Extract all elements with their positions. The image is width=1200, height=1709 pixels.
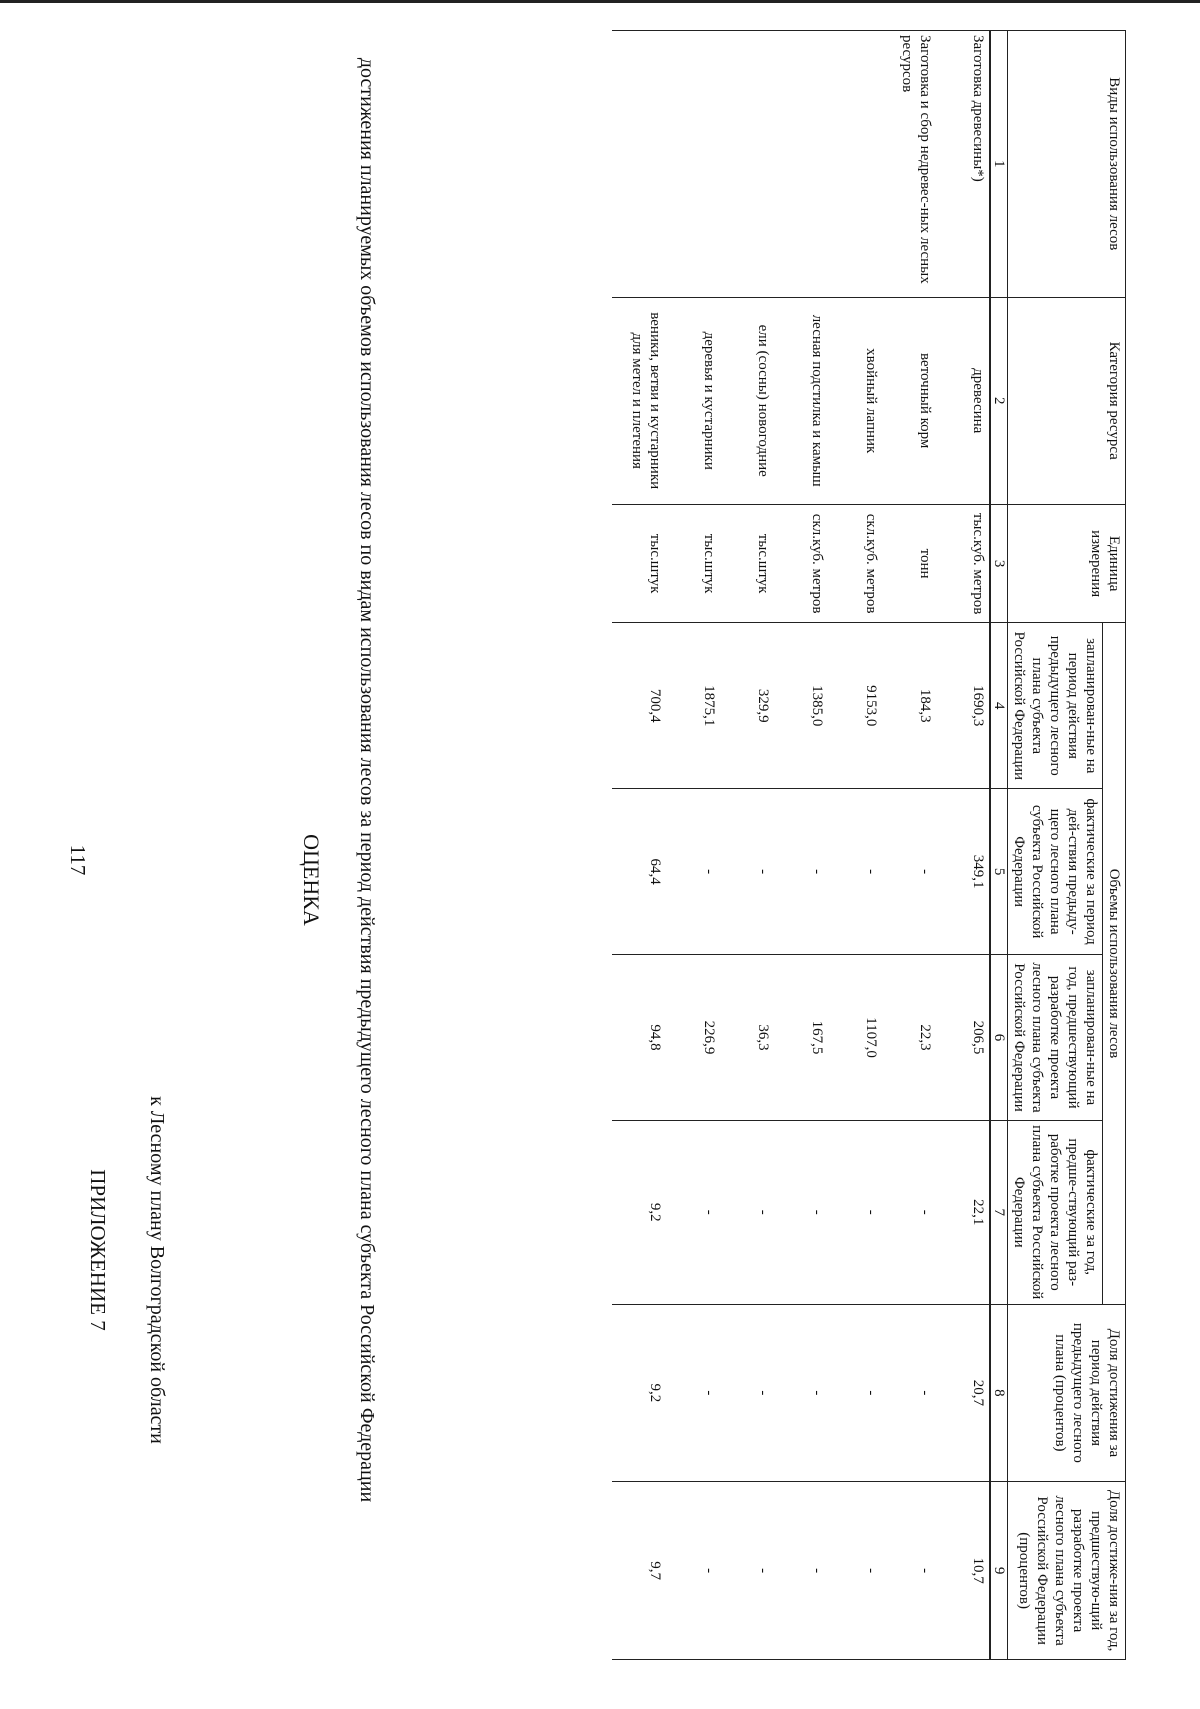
cell-resource: веники, ветви и кустарники для метел и плетения (612, 297, 666, 504)
cell-unit: скл.куб. метров (774, 504, 828, 622)
cell-value: 226,9 (666, 955, 720, 1121)
column-number: 7 (990, 1120, 1008, 1304)
cell-use: Заготовка и сбор недревес-ных лесных ресурсов (882, 31, 936, 298)
header-actual-period: фактические за период дей-ствия предыду-щего лесного плана субъекта Российской Федерации (1008, 789, 1103, 955)
column-number: 6 (990, 955, 1008, 1121)
cell-use (774, 31, 828, 298)
cell-value: - (774, 789, 828, 955)
header-volumes-group: Объемы использования лесов (1103, 623, 1126, 1304)
page-number: 117 (66, 844, 90, 876)
table-row (720, 31, 774, 1660)
header-actual-year: фактические за год, предше-ствующий раз-работке проекта лесного плана субъекта Российской Федерации (1008, 1120, 1103, 1304)
cell-value: - (720, 1482, 774, 1660)
cell-value: - (720, 1120, 774, 1304)
cell-value: - (666, 1120, 720, 1304)
column-number: 9 (990, 1482, 1008, 1660)
cell-resource: лесная подстилка и камыш (774, 297, 828, 504)
cell-unit: скл.куб. метров (828, 504, 882, 622)
cell-value: 22,3 (882, 955, 936, 1121)
cell-value: 184,3 (882, 623, 936, 789)
cell-value: - (666, 1304, 720, 1482)
table-row (612, 31, 666, 1660)
column-number: 1 (990, 31, 1008, 298)
cell-value: 9,7 (612, 1482, 666, 1660)
cell-resource: древесина (936, 297, 990, 504)
cell-use: Заготовка древесины*) (936, 31, 990, 298)
cell-unit: тыс.куб. метров (936, 504, 990, 622)
header-forest-use: Виды использования лесов (1008, 31, 1126, 298)
cell-value: 20,7 (936, 1304, 990, 1482)
table-row (936, 31, 990, 1660)
cell-use (666, 31, 720, 298)
cell-use (720, 31, 774, 298)
cell-value: - (882, 789, 936, 955)
cell-resource: деревья и кустарники (666, 297, 720, 504)
cell-value: 1385,0 (774, 623, 828, 789)
cell-value: 22,1 (936, 1120, 990, 1304)
cell-value: 36,3 (720, 955, 774, 1121)
header-planned-year: запланирован-ные на год, предшествующий разработке проекта лесного плана субъекта Российской Федерации (1008, 955, 1103, 1121)
cell-unit: тыс.штук (666, 504, 720, 622)
assessment-table (612, 30, 1126, 1660)
cell-use (612, 31, 666, 298)
cell-value: 94,8 (612, 955, 666, 1121)
cell-resource: веточный корм (882, 297, 936, 504)
cell-resource: хвойный лапник (828, 297, 882, 504)
cell-value: - (828, 1120, 882, 1304)
column-number: 2 (990, 297, 1008, 504)
column-number: 4 (990, 623, 1008, 789)
cell-value: - (774, 1482, 828, 1660)
header-resource-category: Категория ресурса (1008, 297, 1126, 504)
appendix-subtitle: к Лесному плану Волгоградской области (146, 1096, 168, 1444)
cell-value: 206,5 (936, 955, 990, 1121)
cell-value: 9,2 (612, 1120, 666, 1304)
cell-unit: тыс.штук (720, 504, 774, 622)
header-share-year: Доля достиже-ния за год, предшествую-щий разработке проекта лесного плана субъекта Российской Федерации (процентов) (1008, 1482, 1126, 1660)
cell-value: 167,5 (774, 955, 828, 1121)
column-number: 5 (990, 789, 1008, 955)
cell-value: - (882, 1304, 936, 1482)
cell-resource: ели (сосны) новогодние (720, 297, 774, 504)
cell-value: - (666, 789, 720, 955)
column-number: 8 (990, 1304, 1008, 1482)
appendix-title: ПРИЛОЖЕНИЕ 7 (86, 1169, 110, 1331)
document-subtitle: достижения планируемых объемов использования лесов по видам использования лесов за период действия предыдущего лесного плана субъекта Российской Федерации (356, 57, 378, 1503)
cell-value: 64,4 (612, 789, 666, 955)
column-number: 3 (990, 504, 1008, 622)
header-share-period: Доля достижения за период действия предыдущего лесного плана (процентов) (1008, 1304, 1126, 1482)
cell-value: 700,4 (612, 623, 666, 789)
cell-value: - (720, 789, 774, 955)
cell-value: - (882, 1482, 936, 1660)
cell-value: 329,9 (720, 623, 774, 789)
table-row (666, 31, 720, 1660)
cell-value: 1875,1 (666, 623, 720, 789)
cell-value: 349,1 (936, 789, 990, 955)
document-title: ОЦЕНКА (299, 834, 324, 926)
cell-value: 1107,0 (828, 955, 882, 1121)
cell-value: - (774, 1120, 828, 1304)
header-planned-period: запланирован-ные на период действия предыдущего лесного плана субъекта Российской Федерации (1008, 623, 1103, 789)
cell-value: 1690,3 (936, 623, 990, 789)
cell-value: - (774, 1304, 828, 1482)
cell-value: - (828, 1482, 882, 1660)
cell-value: - (828, 1304, 882, 1482)
cell-value: - (720, 1304, 774, 1482)
cell-value: 9153,0 (828, 623, 882, 789)
table-row (828, 31, 882, 1660)
table-row (774, 31, 828, 1660)
cell-value: 9,2 (612, 1304, 666, 1482)
cell-use (828, 31, 882, 298)
cell-unit: тыс.штук (612, 504, 666, 622)
cell-value: - (882, 1120, 936, 1304)
cell-value: - (828, 789, 882, 955)
cell-value: - (666, 1482, 720, 1660)
cell-value: 10,7 (936, 1482, 990, 1660)
table-row (882, 31, 936, 1660)
header-unit: Единица измерения (1008, 504, 1126, 622)
cell-unit: тонн (882, 504, 936, 622)
